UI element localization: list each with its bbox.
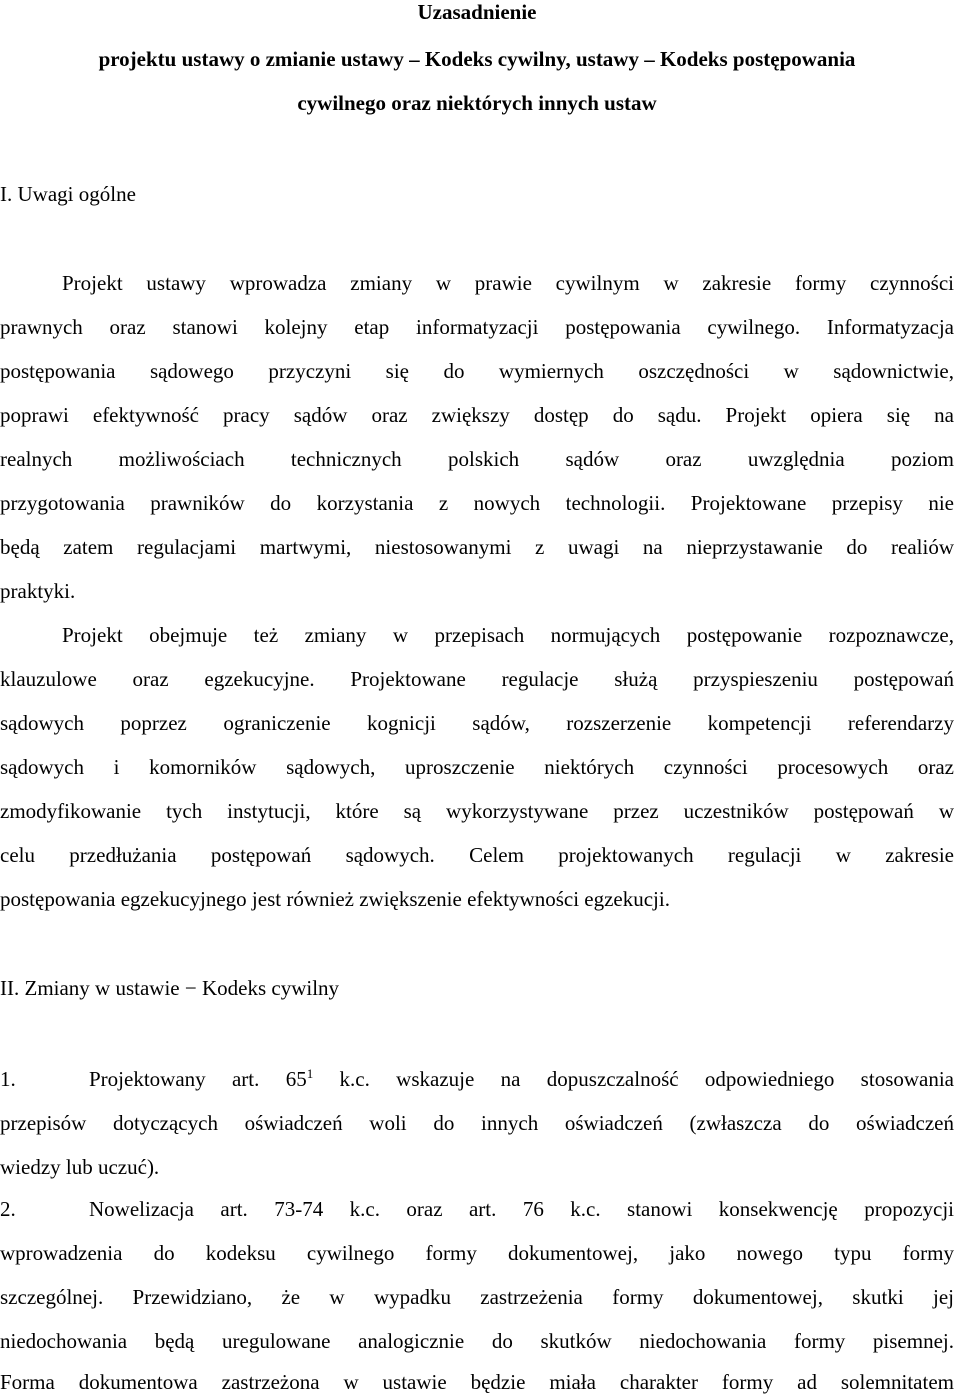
paragraph-1-line: Projekt ustawy wprowadza zmiany w prawie cywilnym w zakresie formy czynności [62, 271, 954, 295]
item-1-superscript: 1 [306, 1066, 314, 1081]
paragraph-1-line: będą zatem regulacjami martwymi, niestosowanymi z uwagi na nieprzystawanie do realiów [0, 535, 954, 559]
item-2-line: wprowadzenia do kodeksu cywilnego formy dokumentowej, jako nowego typu formy [0, 1241, 954, 1265]
item-2-first-line [0, 1196, 954, 1222]
item-1-last-line: wiedzy lub uczuć). [0, 1155, 160, 1179]
paragraph-1-line: przygotowania prawników do korzystania z nowych technologii. Projektowane przepisy nie [0, 491, 954, 515]
item-1-text-start: Projektowany art. 65 [89, 1067, 307, 1091]
paragraph-1-line: poprawi efektywność pracy sądów oraz zwiększy dostęp do sądu. Projekt opiera się na [0, 403, 954, 427]
item-2-line: szczególnej. Przewidziano, że w wypadku zastrzeżenia formy dokumentowej, skutki jej [0, 1285, 954, 1309]
paragraph-2-line: Projekt obejmuje też zmiany w przepisach normujących postępowanie rozpoznawcze, [62, 623, 954, 647]
document-subtitle-line-2: cywilnego oraz niektórych innych ustaw [297, 91, 657, 115]
document-title: Uzasadnienie [417, 0, 537, 24]
paragraph-2-line: zmodyfikowanie tych instytucji, które są wykorzystywane przez uczestników postępowań w [0, 799, 954, 823]
paragraph-2-line: celu przedłużania postępowań sądowych. Celem projektowanych regulacji w zakresie [0, 843, 954, 867]
paragraph-1-line: prawnych oraz stanowi kolejny etap informatyzacji postępowania cywilnego. Informatyzacja [0, 315, 954, 339]
item-2-number: 2. [0, 1197, 16, 1221]
section-2-heading: II. Zmiany w ustawie − Kodeks cywilny [0, 976, 340, 1000]
item-1-text-end: k.c. wskazuje na dopuszczalność odpowiedniego stosowania [313, 1067, 955, 1091]
document-subtitle-line-1: projektu ustawy o zmianie ustawy – Kodeks cywilny, ustawy – Kodeks postępowania [98, 47, 856, 71]
paragraph-1-line: postępowania sądowego przyczyni się do wymiernych oszczędności w sądownictwie, [0, 359, 954, 383]
paragraph-2-line: klauzulowe oraz egzekucyjne. Projektowane regulacje służą przyspieszeniu postępowań [0, 667, 954, 691]
paragraph-2-last-line: postępowania egzekucyjnego jest również zwiększenie efektywności egzekucji. [0, 887, 670, 911]
item-2-line: Forma dokumentowa zastrzeżona w ustawie będzie miała charakter formy ad solemnitatem [0, 1370, 954, 1394]
item-1-number: 1. [0, 1067, 16, 1091]
paragraph-2-line: sądowych i komorników sądowych, uproszczenie niektórych czynności procesowych oraz [0, 755, 954, 779]
paragraph-1-last-line: praktyki. [0, 579, 76, 603]
item-2-line: niedochowania będą uregulowane analogicznie do skutków niedochowania formy pisemnej. [0, 1329, 954, 1353]
paragraph-2-line: sądowych poprzez ograniczenie kognicji sądów, rozszerzenie kompetencji referendarzy [0, 711, 954, 735]
item-1-line: przepisów dotyczących oświadczeń woli do innych oświadczeń (zwłaszcza do oświadczeń [0, 1111, 954, 1135]
section-1-heading: I. Uwagi ogólne [0, 182, 136, 206]
item-1-first-line [0, 1066, 954, 1095]
item-2-text-start: Nowelizacja art. 73-74 k.c. oraz art. 76 k.c. stanowi konsekwencję propozycji [89, 1197, 954, 1221]
paragraph-1-line: realnych możliwościach technicznych polskich sądów oraz uwzględnia poziom [0, 447, 954, 471]
